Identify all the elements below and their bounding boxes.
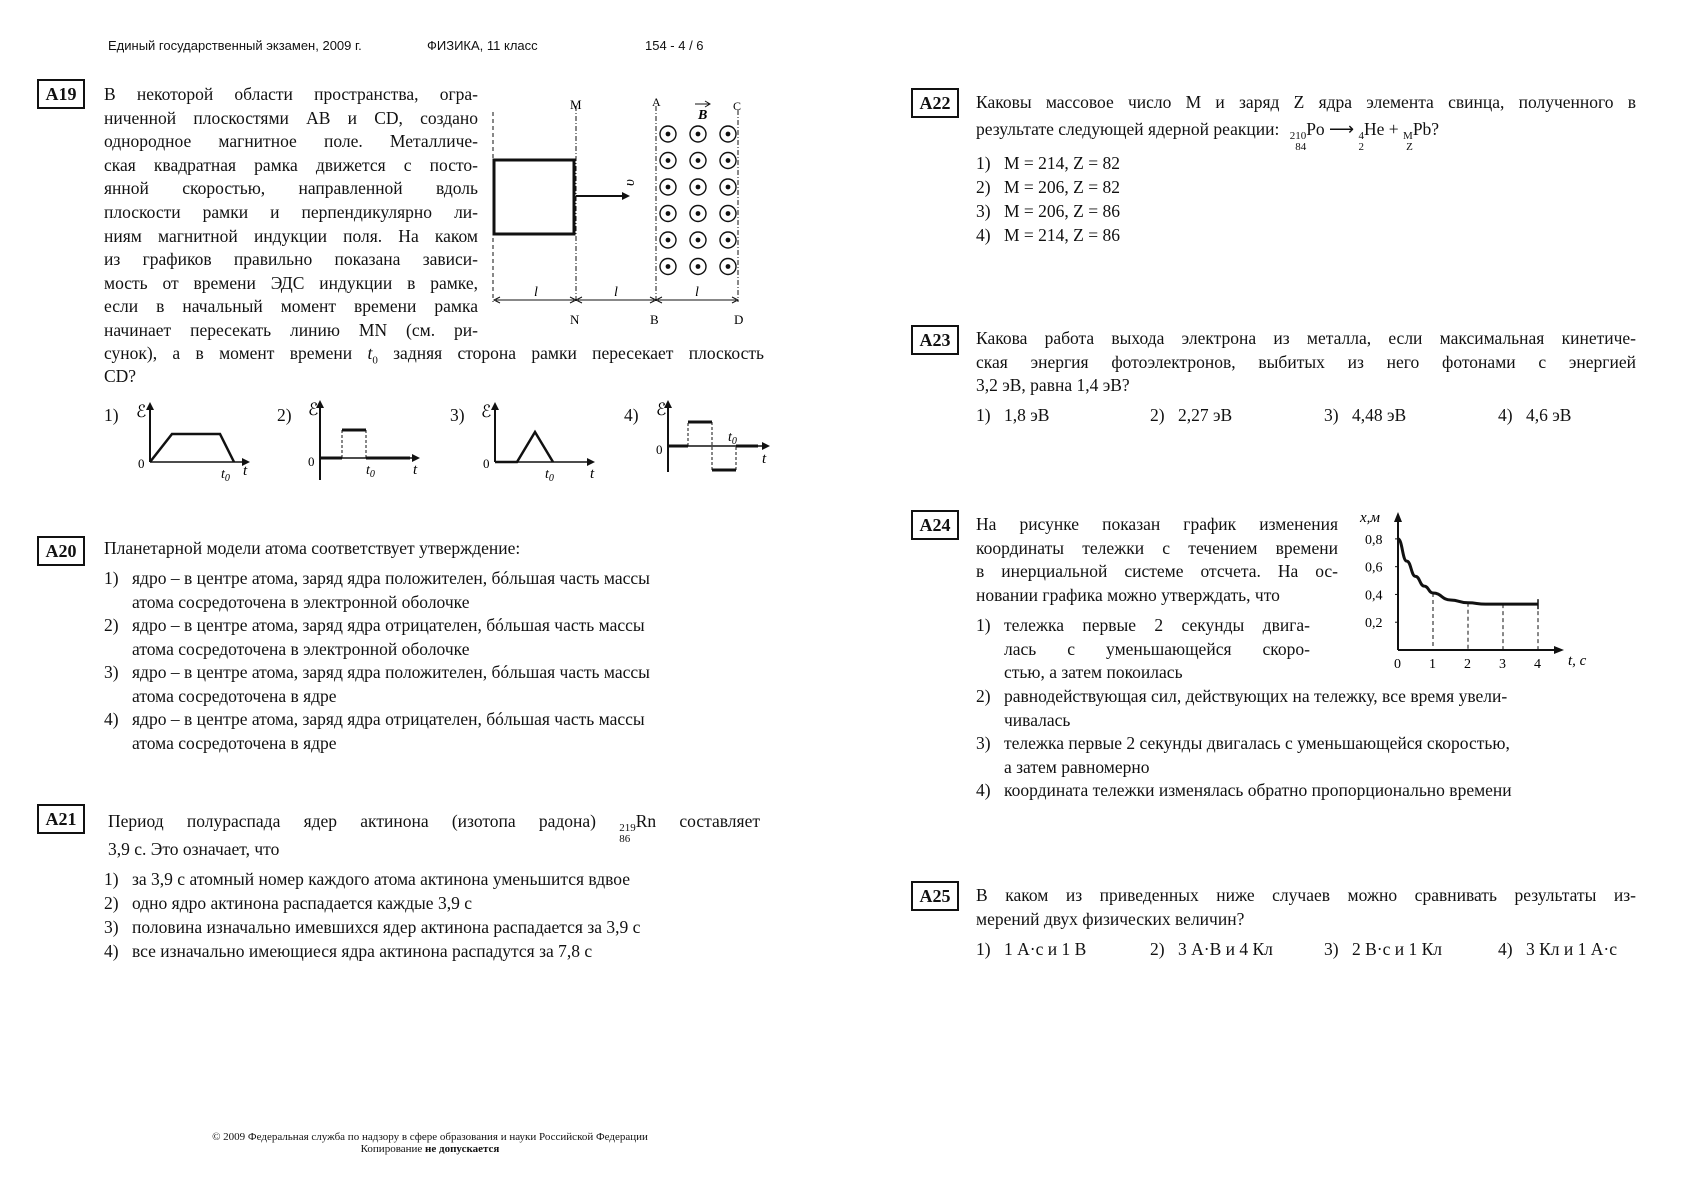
- text-line: мерений двух физических величин?: [976, 908, 1245, 929]
- question-text-a24: [976, 513, 1338, 607]
- label-A: A: [652, 95, 661, 109]
- question-label-a20: А20: [37, 536, 85, 566]
- emf-axis-label: ℰ: [656, 400, 667, 419]
- text-line: начинает пересекать линию MN (см. ри-: [104, 319, 478, 340]
- text-line: ская квадратная рамка движется с посто-: [104, 154, 478, 175]
- text-line: На рисунке показан график изменения: [976, 514, 1338, 534]
- question-text-a19: [104, 83, 478, 343]
- text-line: координаты тележки с течением времени: [976, 537, 1338, 558]
- option-number[interactable]: 2): [277, 405, 292, 425]
- answer-option[interactable]: 2) одно ядро актинона распадается каждые 3,9 с: [104, 893, 472, 913]
- text-line: CD?: [104, 366, 137, 386]
- answer-option[interactable]: 1) 1,8 эВ: [976, 405, 1050, 425]
- y-axis-label: x,м: [1360, 510, 1380, 526]
- text-line: новании графика можно утверждать, что: [976, 584, 1280, 605]
- text-line: В каком из приведенных ниже случаев можно сравнивать результаты из-: [976, 885, 1636, 905]
- answer-option[interactable]: 2) ядро – в центре атома, заряд ядра отрицателен, бóльшая часть массы атома сосредоточена в электронной оболочке: [104, 615, 645, 659]
- text-line: В некоторой области пространства, огра-: [104, 84, 478, 104]
- t0-label: $t_0$: [728, 430, 737, 447]
- answer-option[interactable]: 4) ядро – в центре атома, заряд ядра отрицателен, бóльшая часть массы атома сосредоточена в ядре: [104, 709, 645, 753]
- label-l: l: [614, 285, 618, 300]
- question-text-a25: [976, 884, 1636, 931]
- label-C: C: [733, 99, 742, 113]
- text-line: ниям магнитной индукции поля. На каком: [104, 225, 478, 246]
- copyright-footer: © 2009 Федеральная служба по надзору в сфере образования и науки Российской Федерации Копирование не допускается: [212, 1131, 648, 1155]
- subject-title: ФИЗИКА, 11 класс: [427, 38, 538, 53]
- emf-graph-option-3[interactable]: [475, 400, 605, 485]
- answer-option[interactable]: 3) половина изначально имевшихся ядер актинона распадается за 3,9 с: [104, 917, 641, 937]
- text-line: ская энергия фотоэлектронов, выбитых из него фотонами с энергией: [976, 351, 1636, 372]
- question-label-a23: А23: [911, 325, 959, 355]
- answer-option[interactable]: 2) 2,27 эВ: [1150, 405, 1233, 425]
- option-number[interactable]: 3): [450, 405, 465, 425]
- y-tick-label: 0,2: [1365, 616, 1383, 632]
- question-text-a23: [976, 327, 1636, 398]
- t0-label: $t_0$: [366, 463, 375, 480]
- text-line: плоскости рамки и перпендикулярно ли-: [104, 201, 478, 222]
- label-l: l: [695, 285, 699, 300]
- text-line: ниченной плоскостями AB и CD, создано: [104, 107, 478, 128]
- option-number[interactable]: 1): [104, 405, 119, 425]
- answer-option[interactable]: 4) 3 Кл и 1 А·с: [1498, 939, 1618, 959]
- text-line: если в начальный момент времени рамка: [104, 296, 478, 317]
- emf-axis-label: ℰ: [481, 402, 492, 421]
- text-line: в инерциальной системе отсчета. На ос-: [976, 561, 1338, 582]
- exam-title: Единый государственный экзамен, 2009 г.: [108, 38, 362, 53]
- text-line: мость от времени ЭДС индукции в рамке,: [104, 272, 478, 293]
- t-axis-label: t: [590, 466, 595, 482]
- label-B-vector: B: [698, 108, 708, 123]
- zero-label: 0: [138, 456, 145, 471]
- emf-axis-label: ℰ: [308, 400, 319, 419]
- text-line: 3,2 эВ, равна 1,4 эВ?: [976, 375, 1130, 396]
- answer-option[interactable]: 1) тележка первые 2 секунды двига- лась с уменьшающейся скоро- стью, а затем покоилась: [976, 615, 1310, 683]
- emf-graph-option-1[interactable]: [130, 400, 260, 482]
- text-line: Какова работа выхода электрона из металла, если максимальная кинетиче-: [976, 328, 1636, 348]
- question-label-a19: А19: [37, 79, 85, 109]
- x-tick-label: 4: [1534, 657, 1541, 672]
- text-line: янной скоростью, направленной вдоль: [104, 178, 478, 199]
- answer-option[interactable]: 4) все изначально имеющиеся ядра актинона распадутся за 7,8 с: [104, 941, 593, 961]
- answer-option[interactable]: 3) тележка первые 2 секунды двигалась с уменьшающейся скоростью, а затем равномерно: [976, 733, 1510, 777]
- answer-option[interactable]: 2) 3 А·В и 4 Кл: [1150, 939, 1273, 959]
- series-line: [1398, 539, 1538, 604]
- answer-option[interactable]: 4) 4,6 эВ: [1498, 405, 1572, 425]
- answer-option[interactable]: 1) 1 А·с и 1 В: [976, 939, 1087, 959]
- answer-option[interactable]: 1) ядро – в центре атома, заряд ядра положителен, бóльшая часть массы атома сосредоточена в электронной оболочке: [104, 568, 650, 612]
- emf-axis-label: ℰ: [136, 402, 147, 421]
- answer-option[interactable]: 2) равнодействующая сил, действующих на тележку, все время увели- чивалась: [976, 686, 1508, 730]
- t0-label: $t_0$: [221, 467, 230, 482]
- answer-option[interactable]: 4) M = 214, Z = 86: [976, 225, 1120, 245]
- field-dots: [660, 126, 736, 275]
- answer-option[interactable]: 3) ядро – в центре атома, заряд ядра положителен, бóльшая часть массы атома сосредоточена в ядре: [104, 662, 650, 706]
- page-number: 154 - 4 / 6: [645, 38, 704, 53]
- answer-option[interactable]: 4) координата тележки изменялась обратно пропорционально времени: [976, 780, 1512, 800]
- square-frame: [494, 160, 574, 234]
- x-tick-label: 2: [1464, 657, 1471, 672]
- zero-label: 0: [656, 442, 663, 457]
- t-axis-label: t: [413, 462, 418, 478]
- question-text-line: 3,9 с. Это означает, что: [108, 839, 280, 859]
- t-axis-label: t: [243, 463, 248, 479]
- text-line: однородное магнитное поле. Металличе-: [104, 131, 478, 152]
- label-l: l: [534, 285, 538, 300]
- answer-option[interactable]: 1) M = 214, Z = 82: [976, 153, 1120, 173]
- label-B: B: [650, 312, 659, 327]
- label-N: N: [570, 312, 580, 327]
- y-tick-label: 0,8: [1365, 532, 1383, 548]
- x-tick-label: 3: [1499, 657, 1506, 672]
- emf-graph-option-2[interactable]: [300, 398, 430, 488]
- y-tick-label: 0,4: [1365, 588, 1383, 604]
- x-axis-label: t, с: [1568, 653, 1587, 669]
- label-D: D: [734, 312, 744, 327]
- zero-label: 0: [483, 456, 490, 471]
- answer-option[interactable]: 3) 4,48 эВ: [1324, 405, 1407, 425]
- text-line: из графиков правильно показана зависи-: [104, 249, 478, 270]
- label-velocity: υ: [622, 179, 638, 186]
- t0-label: $t_0$: [545, 467, 554, 484]
- question-text-a22: Каковы массовое число M и заряд Z ядра элемента свинца, полученного в: [976, 92, 1636, 112]
- option-number[interactable]: 4): [624, 405, 639, 425]
- question-text-a21: Период полураспада ядер актинона (изотопа радона) 219 86 Rn составляет: [108, 811, 760, 845]
- answer-option[interactable]: 1) за 3,9 с атомный номер каждого атома актинона уменьшится вдвое: [104, 869, 631, 889]
- question-label-a24: А24: [911, 510, 959, 540]
- y-tick-label: 0,6: [1365, 560, 1383, 576]
- position-time-chart: [1350, 510, 1600, 675]
- question-label-a22: А22: [911, 88, 959, 118]
- t-axis-label: t: [762, 451, 767, 467]
- answer-option[interactable]: 3) 2 В·с и 1 Кл: [1324, 939, 1443, 959]
- x-tick-label: 0: [1394, 657, 1401, 672]
- magnetic-field-figure: [488, 92, 750, 332]
- answer-option[interactable]: 2) M = 206, Z = 82: [976, 177, 1120, 197]
- answer-option[interactable]: 3) M = 206, Z = 86: [976, 201, 1120, 221]
- question-text-a22-line2: результате следующей ядерной реакции: 210 84 Po ⟶ 4 2 He + M Z Pb?: [976, 119, 1440, 153]
- text-line: сунок), а в момент времени $t_0$ задняя сторона рамки пересекает плоскость: [104, 343, 764, 367]
- question-text-a20: Планетарной модели атома соответствует утверждение:: [104, 538, 521, 558]
- question-label-a25: А25: [911, 881, 959, 911]
- question-label-a21: А21: [37, 804, 85, 834]
- label-M: M: [570, 97, 582, 112]
- emf-graph-option-4[interactable]: [648, 398, 778, 478]
- zero-label: 0: [308, 454, 315, 469]
- x-tick-label: 1: [1429, 657, 1436, 672]
